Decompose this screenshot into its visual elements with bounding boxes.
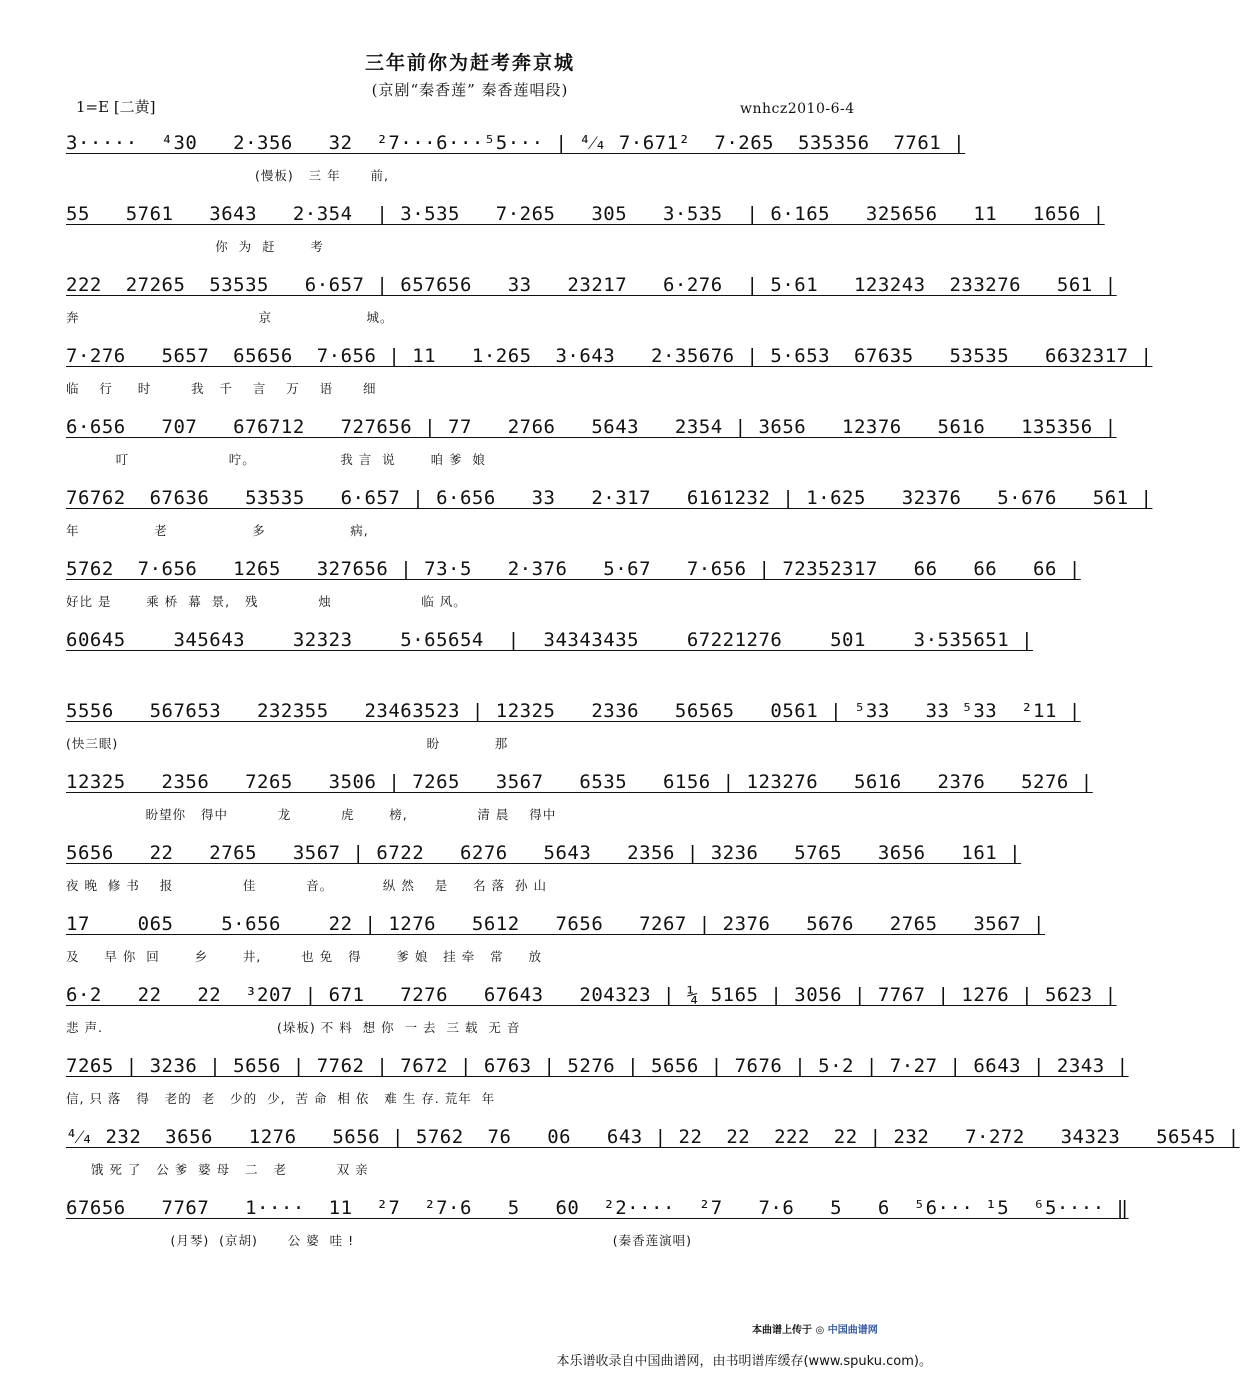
lyric-line: 及 早 你 回 乡 井, 也 免 得 爹 娘 挂 牵 常 放 [66,949,543,964]
staff-system-15 [66,1122,1240,1190]
lyric-line: 悲 声. (垛板) 不 料 想 你 一 去 三 载 无 音 [66,1020,521,1035]
transcription-date: wnhcz2010-6-4 [740,101,855,117]
staff-system-13 [66,980,1117,1048]
staff-system-7 [66,554,1081,622]
notation-line: 17 065 5·656 22 | 1276 5612 7656 7267 | 2376 5676 2765 3567 | [66,913,1045,935]
score-subtitle: (京剧“秦香莲” 秦香莲唱段) [371,81,569,99]
lyric-line: 信, 只 落 得 老的 老 少的 少, 苦 命 相 依 难 生 存. 荒年 年 [66,1091,496,1106]
lyric-line: 盼望你 得中 龙 虎 榜, 清 晨 得中 [66,807,557,822]
staff-system-8 [66,625,1034,693]
notation-line: 67656 7767 1···· 11 ²7 ²7·6 5 60 ²2···· ²7 7·6 5 6 ⁵6··· ¹5 ⁶5···· ‖ [66,1197,1129,1219]
staff-system-12 [66,909,1045,977]
lyric-line: (慢板) 三 年 前, [66,168,389,183]
notation-line: ⁴⁄₄ 232 3656 1276 5656 | 5762 76 06 643 | 22 22 222 22 | 232 7·272 34323 56545 | [66,1126,1240,1148]
upload-credit [752,1321,878,1336]
notation-line: 7265 | 3236 | 5656 | 7762 | 7672 | 6763 | 5276 | 5656 | 7676 | 5·2 | 7·27 | 6643 | 2343 | [66,1055,1129,1077]
notation-line: 6·656 707 676712 727656 | 77 2766 5643 2354 | 3656 12376 5616 135356 | [66,416,1117,438]
notation-line: 12325 2356 7265 3506 | 7265 3567 6535 6156 | 123276 5616 2376 5276 | [66,771,1093,793]
notation-line: 76762 67636 53535 6·657 | 6·656 33 2·317 6161232 | 1·625 32376 5·676 561 | [66,487,1153,509]
notation-line: 3····· ⁴30 2·356 32 ²7···6···⁵5··· | ⁴⁄₄ 7·671² 7·265 535356 7761 | [66,132,966,154]
notation-line: 5556 567653 232355 23463523 | 12325 2336 56565 0561 | ⁵33 33 ⁵33 ²11 | [66,700,1081,722]
upload-prefix: 本曲谱上传于 [752,1325,812,1336]
staff-system-1 [66,128,966,196]
lyric-line: (月琴) (京胡) 公 婆 哇 ! (秦香莲演唱) [66,1233,693,1248]
staff-system-4 [66,341,1153,409]
staff-system-3 [66,270,1117,338]
lyric-line: 夜 晚 修 书 报 佳 音。 纵 然 是 名 落 孙 山 [66,878,548,893]
site-logo-icon: ◎ [815,1325,825,1336]
notation-line: 7·276 5657 65656 7·656 | 11 1·265 3·643 2·35676 | 5·653 67635 53535 6632317 | [66,345,1153,367]
lyric-line: (快三眼) 盼 那 [66,736,509,751]
lyric-line: 奔 京 城。 [66,310,394,325]
notation-line: 5656 22 2765 3567 | 6722 6276 5643 2356 | 3236 5765 3656 161 | [66,842,1022,864]
upload-brand: 中国曲谱网 [827,1325,878,1336]
staff-system-11 [66,838,1022,906]
staff-system-6 [66,483,1153,551]
lyric-line: 饿 死 了 公 爹 婆 母 二 老 双 亲 [66,1162,369,1177]
notation-line: 60645 345643 32323 5·65654 | 34343435 67221276 501 3·535651 | [66,629,1034,651]
key-signature: 1=E [二黄] [76,98,156,116]
staff-system-14 [66,1051,1129,1119]
lyric-line: 好比 是 乘 桥 幕 景, 残 烛 临 风。 [66,594,467,609]
score-title: 三年前你为赶考奔京城 [364,52,575,74]
staff-system-16 [66,1193,1129,1261]
staff-system-10 [66,767,1093,835]
staff-system-2 [66,199,1105,267]
lyric-line: 临 行 时 我 千 言 万 语 细 [66,381,377,396]
notation-line: 6·2 22 22 ³207 | 671 7276 67643 204323 | ¼ 5165 | 3056 | 7767 | 1276 | 5623 | [66,984,1117,1006]
notation-line: 5762 7·656 1265 327656 | 73·5 2·376 5·67 7·656 | 72352317 66 66 66 | [66,558,1081,580]
cache-note: 本乐谱收录自中国曲谱网，由书明谱库缓存(www.spuku.com)。 [556,1354,932,1369]
notation-line: 222 27265 53535 6·657 | 657656 33 23217 6·276 | 5·61 123243 233276 561 | [66,274,1117,296]
staff-system-9 [66,696,1081,764]
staff-system-5 [66,412,1117,480]
lyric-line: 叮 咛。 我 言 说 咱 爹 娘 [66,452,486,467]
notation-line: 55 5761 3643 2·354 | 3·535 7·265 305 3·535 | 6·165 325656 11 1656 | [66,203,1105,225]
lyric-line: 你 为 赶 考 [66,239,324,254]
lyric-line: 年 老 多 病, [66,523,369,538]
